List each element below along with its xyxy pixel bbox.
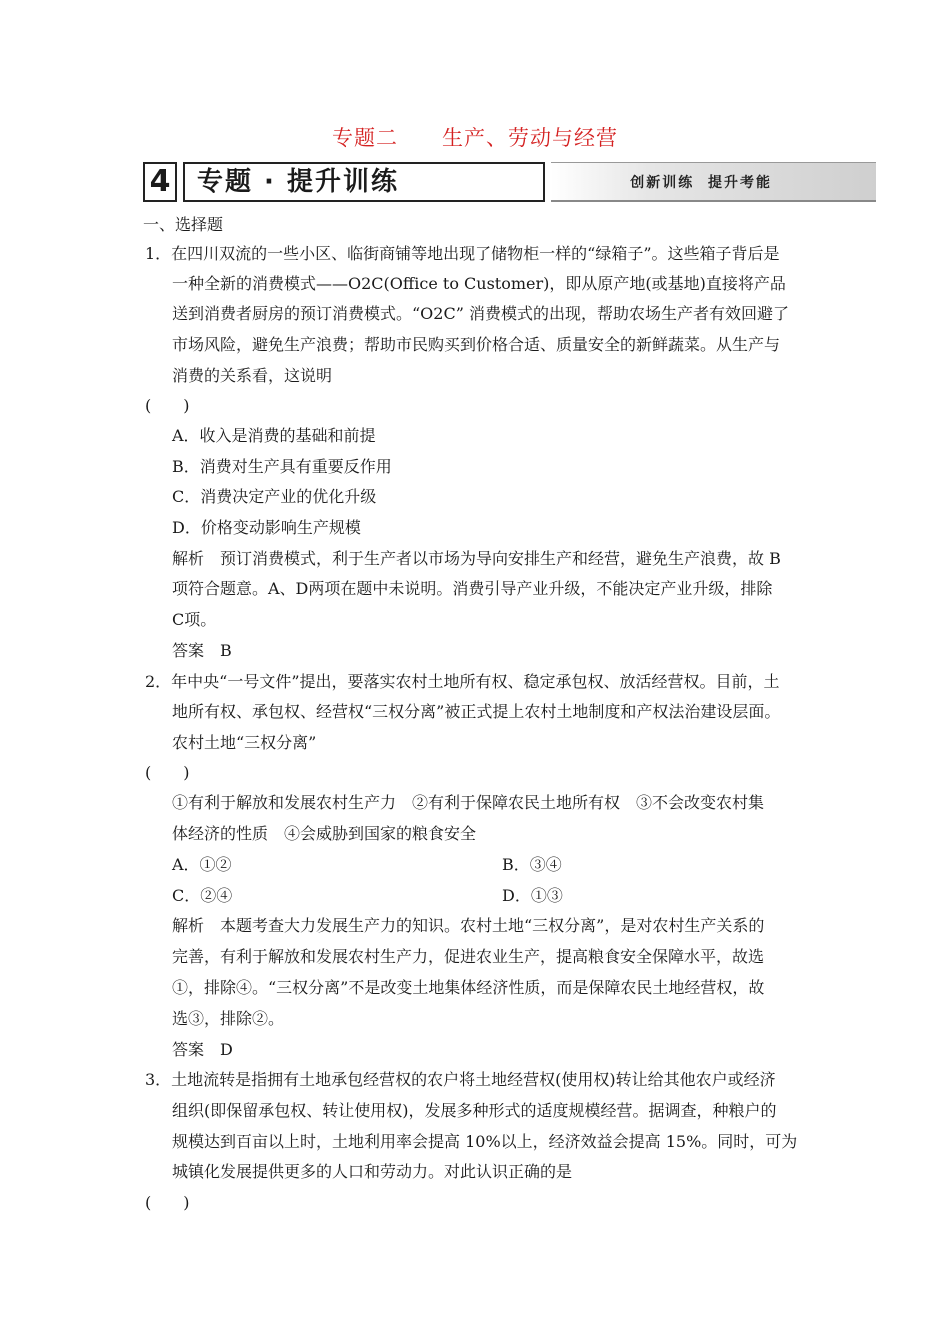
question-2-analysis-4: 选③，排除②。 <box>172 1009 285 1028</box>
question-1-analysis-1: 解析 预订消费模式，利于生产者以市场为导向安排生产和经营，避免生产浪费，故 B <box>172 549 781 568</box>
question-2-line-1: 2．年中央“一号文件”提出，要落实农村土地所有权、稳定承包权、放活经营权。目前，土 <box>145 672 780 691</box>
banner-number: 4 <box>143 162 177 202</box>
question-1-option-b: B．消费对生产具有重要反作用 <box>172 457 392 476</box>
question-2-option-c: C．②④ <box>172 886 233 905</box>
question-1-line-5: 消费的关系看，这说明 <box>172 366 333 385</box>
question-2-analysis-1: 解析 本题考查大力发展生产力的知识。农村土地“三权分离”，是对农村生产关系的 <box>172 916 765 935</box>
question-2-analysis-3: ①，排除④。“三权分离”不是改变土地集体经济性质，而是保障农民土地经营权，故 <box>172 978 765 997</box>
question-2-answer-blank: ( ) <box>145 763 190 782</box>
question-2-option-d: D．①③ <box>502 886 563 905</box>
section-heading: 一、选择题 <box>143 215 224 234</box>
question-2-line-3: 农村土地“三权分离” <box>172 733 317 752</box>
question-1-option-d: D．价格变动影响生产规模 <box>172 518 361 537</box>
question-2-option-a: A．①② <box>172 855 232 874</box>
question-2-statements-2: 体经济的性质 ④会威胁到国家的粮食安全 <box>172 824 477 843</box>
question-3-line-2: 组织(即保留承包权、转让使用权)，发展多种形式的适度规模经营。据调查，种粮户的 <box>172 1101 777 1120</box>
question-2-answer: 答案 D <box>172 1040 233 1059</box>
question-1-answer-blank: ( ) <box>145 396 190 415</box>
question-1-option-c: C．消费决定产业的优化升级 <box>172 487 377 506</box>
question-1-line-4: 市场风险，避免生产浪费；帮助市民购买到价格合适、质量安全的新鲜蔬菜。从生产与 <box>172 335 781 354</box>
question-1-line-2: 一种全新的消费模式——O2C(Office to Customer)，即从原产地(或基地)直接将产品 <box>172 274 786 293</box>
question-1-analysis-2: 项符合题意。A、D两项在题中未说明。消费引导产业升级，不能决定产业升级，排除 <box>172 579 773 598</box>
question-1-line-1: 1．在四川双流的一些小区、临街商铺等地出现了储物柜一样的“绿箱子”。这些箱子背后是 <box>145 244 780 263</box>
question-1-answer: 答案 B <box>172 641 232 660</box>
question-2-line-2: 地所有权、承包权、经营权“三权分离”被正式提上农村土地制度和产权法治建设层面。 <box>172 702 781 721</box>
question-2-option-b: B．③④ <box>502 855 562 874</box>
question-3-line-3: 规模达到百亩以上时，土地利用率会提高 10%以上，经济效益会提高 15%。同时，可为 <box>172 1132 798 1151</box>
question-2-statements-1: ①有利于解放和发展农村生产力 ②有利于保障农民土地所有权 ③不会改变农村集 <box>172 793 765 812</box>
banner-label: 专题 · 提升训练 <box>183 162 545 202</box>
banner-slogan: 创新训练 提升考能 <box>630 175 772 191</box>
question-1-option-a: A．收入是消费的基础和前提 <box>172 426 376 445</box>
question-3-answer-blank: ( ) <box>145 1193 190 1212</box>
question-3-line-1: 3．土地流转是指拥有土地承包经营权的农户将土地经营权(使用权)转让给其他农户或经济 <box>145 1070 776 1089</box>
question-3-line-4: 城镇化发展提供更多的人口和劳动力。对此认识正确的是 <box>172 1162 573 1181</box>
question-1-analysis-3: C项。 <box>172 610 217 629</box>
page-title: 专题二 生产、劳动与经营 <box>332 126 618 150</box>
question-1-line-3: 送到消费者厨房的预订消费模式。“O2C” 消费模式的出现，帮助农场生产者有效回避了 <box>172 304 789 323</box>
section-banner <box>143 162 876 204</box>
question-2-analysis-2: 完善，有利于解放和发展农村生产力，促进农业生产，提高粮食安全保障水平，故选 <box>172 947 765 966</box>
